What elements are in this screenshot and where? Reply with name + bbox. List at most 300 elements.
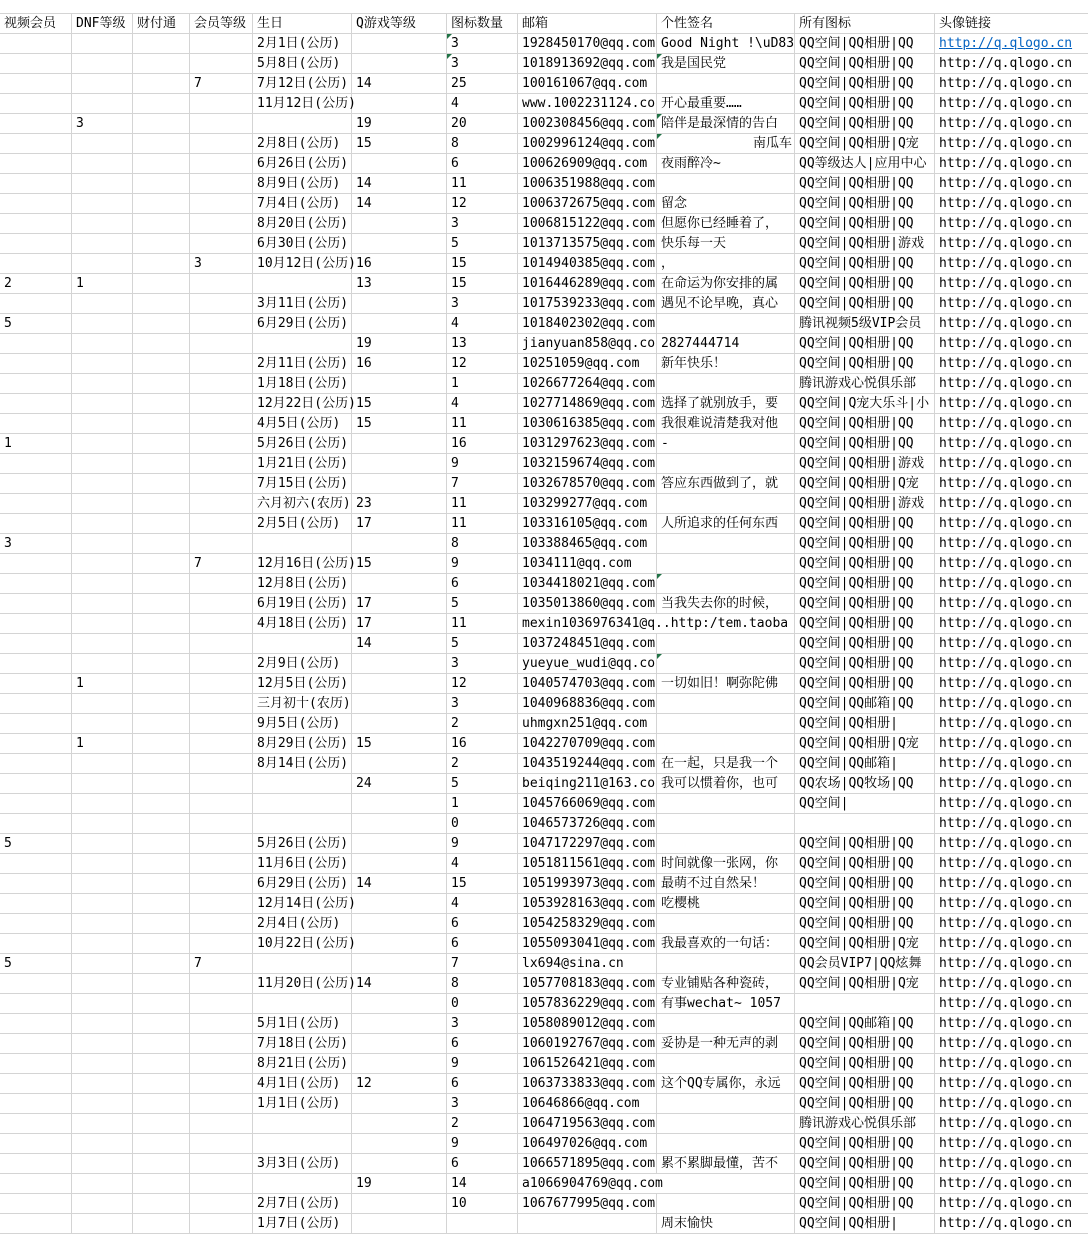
avatar-link[interactable]: http://q.qlogo.cn bbox=[939, 296, 1073, 311]
cell-qgame-level[interactable] bbox=[352, 894, 447, 914]
cell-tenpay[interactable] bbox=[133, 534, 190, 554]
cell-birthday[interactable] bbox=[253, 1174, 352, 1194]
cell-vip-level[interactable] bbox=[190, 114, 253, 134]
cell-icons[interactable] bbox=[795, 994, 935, 1014]
cell-icons[interactable] bbox=[795, 234, 935, 254]
cell-icons[interactable] bbox=[795, 794, 935, 814]
cell-vip-level[interactable] bbox=[190, 1174, 253, 1194]
cell-dnf-level[interactable] bbox=[72, 774, 133, 794]
avatar-link[interactable]: http://q.qlogo.cn bbox=[939, 836, 1073, 851]
cell-avatar-link[interactable] bbox=[935, 874, 1088, 894]
cell-birthday[interactable] bbox=[253, 594, 352, 614]
column-header-qgame-level[interactable] bbox=[352, 14, 447, 34]
avatar-link[interactable]: http://q.qlogo.cn bbox=[939, 556, 1073, 571]
cell-birthday[interactable] bbox=[253, 74, 352, 94]
cell-vip-level[interactable] bbox=[190, 774, 253, 794]
cell-email[interactable] bbox=[518, 914, 657, 934]
cell-avatar-link[interactable] bbox=[935, 814, 1088, 834]
cell-tenpay[interactable] bbox=[133, 314, 190, 334]
cell-video-vip[interactable] bbox=[0, 1034, 72, 1054]
cell-signature[interactable] bbox=[657, 514, 795, 534]
cell-video-vip[interactable] bbox=[0, 234, 72, 254]
cell-icon-count[interactable] bbox=[447, 1194, 518, 1214]
cell-avatar-link[interactable] bbox=[935, 474, 1088, 494]
cell-email[interactable] bbox=[518, 1214, 657, 1234]
cell-video-vip[interactable] bbox=[0, 874, 72, 894]
cell-dnf-level[interactable] bbox=[72, 1154, 133, 1174]
cell-icon-count[interactable] bbox=[447, 594, 518, 614]
cell-qgame-level[interactable] bbox=[352, 574, 447, 594]
cell-icons[interactable] bbox=[795, 354, 935, 374]
avatar-link[interactable]: http://q.qlogo.cn bbox=[939, 896, 1073, 911]
cell-email[interactable] bbox=[518, 114, 657, 134]
cell-qgame-level[interactable] bbox=[352, 334, 447, 354]
cell-video-vip[interactable] bbox=[0, 574, 72, 594]
cell-birthday[interactable] bbox=[253, 434, 352, 454]
cell-birthday[interactable] bbox=[253, 514, 352, 534]
cell-icon-count[interactable] bbox=[447, 254, 518, 274]
cell-avatar-link[interactable] bbox=[935, 234, 1088, 254]
cell-qgame-level[interactable] bbox=[352, 1094, 447, 1114]
cell-email[interactable] bbox=[518, 1074, 657, 1094]
cell-icon-count[interactable] bbox=[447, 174, 518, 194]
avatar-link[interactable]: http://q.qlogo.cn bbox=[939, 676, 1073, 691]
cell-icons[interactable] bbox=[795, 1034, 935, 1054]
cell-icon-count[interactable] bbox=[447, 1014, 518, 1034]
cell-vip-level[interactable] bbox=[190, 454, 253, 474]
avatar-link[interactable]: http://q.qlogo.cn bbox=[939, 956, 1073, 971]
cell-video-vip[interactable] bbox=[0, 1214, 72, 1234]
cell-signature[interactable] bbox=[657, 1214, 795, 1234]
cell-tenpay[interactable] bbox=[133, 494, 190, 514]
cell-vip-level[interactable] bbox=[190, 414, 253, 434]
cell-avatar-link[interactable] bbox=[935, 1114, 1088, 1134]
cell-icon-count[interactable] bbox=[447, 534, 518, 554]
cell-qgame-level[interactable] bbox=[352, 194, 447, 214]
cell-icons[interactable] bbox=[795, 1194, 935, 1214]
cell-birthday[interactable] bbox=[253, 974, 356, 994]
cell-vip-level[interactable] bbox=[190, 574, 253, 594]
cell-birthday[interactable] bbox=[253, 914, 352, 934]
cell-signature[interactable] bbox=[657, 114, 795, 134]
cell-tenpay[interactable] bbox=[133, 1214, 190, 1234]
cell-icons[interactable] bbox=[795, 374, 935, 394]
avatar-link[interactable]: http://q.qlogo.cn bbox=[939, 596, 1073, 611]
cell-birthday[interactable] bbox=[253, 374, 352, 394]
cell-dnf-level[interactable] bbox=[72, 34, 133, 54]
cell-dnf-level[interactable] bbox=[72, 394, 133, 414]
cell-tenpay[interactable] bbox=[133, 54, 190, 74]
cell-vip-level[interactable] bbox=[190, 1094, 253, 1114]
avatar-link[interactable]: http://q.qlogo.cn bbox=[939, 616, 1073, 631]
cell-icons[interactable] bbox=[795, 114, 935, 134]
cell-icons[interactable] bbox=[795, 1154, 935, 1174]
cell-signature[interactable] bbox=[657, 1074, 795, 1094]
cell-dnf-level[interactable] bbox=[72, 194, 133, 214]
cell-signature[interactable] bbox=[657, 254, 795, 274]
cell-vip-level[interactable] bbox=[190, 654, 253, 674]
cell-qgame-level[interactable] bbox=[352, 234, 447, 254]
cell-dnf-level[interactable] bbox=[72, 214, 133, 234]
cell-avatar-link[interactable] bbox=[935, 254, 1088, 274]
cell-video-vip[interactable] bbox=[0, 914, 72, 934]
cell-qgame-level[interactable] bbox=[352, 594, 447, 614]
cell-tenpay[interactable] bbox=[133, 454, 190, 474]
cell-icons[interactable] bbox=[795, 394, 935, 414]
cell-tenpay[interactable] bbox=[133, 414, 190, 434]
cell-birthday[interactable] bbox=[253, 754, 352, 774]
cell-avatar-link[interactable] bbox=[935, 354, 1088, 374]
cell-avatar-link[interactable] bbox=[935, 374, 1088, 394]
avatar-link[interactable]: http://q.qlogo.cn bbox=[939, 276, 1073, 291]
cell-icon-count[interactable] bbox=[447, 614, 518, 634]
avatar-link[interactable]: http://q.qlogo.cn bbox=[939, 1116, 1073, 1131]
cell-qgame-level[interactable] bbox=[352, 1134, 447, 1154]
cell-icon-count[interactable] bbox=[447, 834, 518, 854]
cell-email[interactable] bbox=[518, 494, 657, 514]
cell-icons[interactable] bbox=[795, 194, 935, 214]
avatar-link[interactable]: http://q.qlogo.cn bbox=[939, 996, 1073, 1011]
cell-birthday[interactable] bbox=[253, 614, 352, 634]
cell-icon-count[interactable] bbox=[447, 1094, 518, 1114]
cell-birthday[interactable] bbox=[253, 1074, 352, 1094]
cell-icon-count[interactable] bbox=[447, 814, 518, 834]
cell-tenpay[interactable] bbox=[133, 894, 190, 914]
cell-icon-count[interactable] bbox=[447, 894, 518, 914]
cell-avatar-link[interactable] bbox=[935, 294, 1088, 314]
cell-tenpay[interactable] bbox=[133, 334, 190, 354]
cell-icon-count[interactable] bbox=[447, 714, 518, 734]
cell-avatar-link[interactable] bbox=[935, 434, 1088, 454]
cell-tenpay[interactable] bbox=[133, 194, 190, 214]
avatar-link[interactable]: http://q.qlogo.cn bbox=[939, 316, 1073, 331]
cell-icon-count[interactable] bbox=[447, 134, 518, 154]
cell-signature[interactable] bbox=[657, 634, 795, 654]
cell-tenpay[interactable] bbox=[133, 154, 190, 174]
cell-vip-level[interactable] bbox=[190, 474, 253, 494]
cell-video-vip[interactable] bbox=[0, 194, 72, 214]
cell-icon-count[interactable] bbox=[447, 54, 518, 74]
cell-icons[interactable] bbox=[795, 74, 935, 94]
cell-signature[interactable] bbox=[657, 154, 795, 174]
cell-email[interactable] bbox=[518, 534, 657, 554]
cell-icons[interactable] bbox=[795, 814, 935, 834]
cell-avatar-link[interactable] bbox=[935, 74, 1088, 94]
cell-tenpay[interactable] bbox=[133, 1154, 190, 1174]
cell-icons[interactable] bbox=[795, 174, 935, 194]
cell-icon-count[interactable] bbox=[447, 974, 518, 994]
cell-signature[interactable] bbox=[657, 1174, 795, 1194]
avatar-link[interactable]: http://q.qlogo.cn bbox=[939, 216, 1073, 231]
avatar-link[interactable]: http://q.qlogo.cn bbox=[939, 1016, 1073, 1031]
cell-video-vip[interactable] bbox=[0, 834, 72, 854]
cell-video-vip[interactable] bbox=[0, 774, 72, 794]
cell-vip-level[interactable] bbox=[190, 174, 253, 194]
cell-birthday[interactable] bbox=[253, 674, 352, 694]
cell-icon-count[interactable] bbox=[447, 514, 518, 534]
cell-icons[interactable] bbox=[795, 434, 935, 454]
cell-tenpay[interactable] bbox=[133, 574, 190, 594]
cell-qgame-level[interactable] bbox=[352, 454, 447, 474]
cell-qgame-level[interactable] bbox=[352, 1014, 447, 1034]
cell-icon-count[interactable] bbox=[447, 1114, 518, 1134]
cell-birthday[interactable] bbox=[253, 1034, 352, 1054]
cell-birthday[interactable] bbox=[253, 394, 356, 414]
cell-icons[interactable] bbox=[795, 634, 935, 654]
column-header-birthday[interactable] bbox=[253, 14, 352, 34]
cell-signature[interactable] bbox=[657, 1154, 795, 1174]
cell-video-vip[interactable] bbox=[0, 534, 72, 554]
cell-vip-level[interactable] bbox=[190, 434, 253, 454]
cell-vip-level[interactable] bbox=[190, 954, 253, 974]
cell-avatar-link[interactable] bbox=[935, 214, 1088, 234]
cell-icon-count[interactable] bbox=[447, 754, 518, 774]
cell-avatar-link[interactable] bbox=[935, 694, 1088, 714]
cell-icon-count[interactable] bbox=[447, 454, 518, 474]
cell-email[interactable] bbox=[518, 1014, 657, 1034]
cell-email[interactable] bbox=[518, 94, 657, 114]
cell-icon-count[interactable] bbox=[447, 1134, 518, 1154]
cell-video-vip[interactable] bbox=[0, 754, 72, 774]
cell-avatar-link[interactable] bbox=[935, 1074, 1088, 1094]
cell-signature[interactable] bbox=[657, 754, 795, 774]
cell-tenpay[interactable] bbox=[133, 974, 190, 994]
cell-avatar-link[interactable] bbox=[935, 1014, 1088, 1034]
cell-video-vip[interactable] bbox=[0, 674, 72, 694]
cell-avatar-link[interactable] bbox=[935, 1174, 1088, 1194]
cell-icons[interactable] bbox=[795, 274, 935, 294]
cell-video-vip[interactable] bbox=[0, 1194, 72, 1214]
cell-email[interactable] bbox=[518, 334, 657, 354]
cell-signature[interactable] bbox=[657, 554, 795, 574]
cell-qgame-level[interactable] bbox=[352, 1054, 447, 1074]
cell-dnf-level[interactable] bbox=[72, 994, 133, 1014]
cell-email[interactable] bbox=[518, 814, 657, 834]
cell-birthday[interactable] bbox=[253, 54, 352, 74]
cell-qgame-level[interactable] bbox=[352, 1174, 447, 1194]
cell-vip-level[interactable] bbox=[190, 894, 253, 914]
cell-email[interactable] bbox=[518, 354, 657, 374]
cell-icons[interactable] bbox=[795, 254, 935, 274]
cell-birthday[interactable] bbox=[253, 474, 352, 494]
cell-avatar-link[interactable] bbox=[935, 494, 1088, 514]
cell-qgame-level[interactable] bbox=[352, 414, 447, 434]
avatar-link[interactable]: http://q.qlogo.cn bbox=[939, 1076, 1073, 1091]
cell-tenpay[interactable] bbox=[133, 1174, 190, 1194]
cell-signature[interactable] bbox=[657, 1034, 795, 1054]
cell-signature[interactable] bbox=[657, 974, 795, 994]
cell-avatar-link[interactable] bbox=[935, 974, 1088, 994]
cell-icon-count[interactable] bbox=[447, 954, 518, 974]
cell-icons[interactable] bbox=[795, 1134, 935, 1154]
cell-avatar-link[interactable] bbox=[935, 714, 1088, 734]
cell-dnf-level[interactable] bbox=[72, 494, 133, 514]
cell-icons[interactable] bbox=[795, 154, 935, 174]
cell-video-vip[interactable] bbox=[0, 614, 72, 634]
cell-tenpay[interactable] bbox=[133, 694, 190, 714]
cell-avatar-link[interactable] bbox=[935, 514, 1088, 534]
cell-icon-count[interactable] bbox=[447, 94, 518, 114]
cell-tenpay[interactable] bbox=[133, 914, 190, 934]
cell-icons[interactable] bbox=[795, 314, 935, 334]
cell-birthday[interactable] bbox=[253, 694, 352, 714]
avatar-link[interactable]: http://q.qlogo.cn bbox=[939, 1136, 1073, 1151]
cell-avatar-link[interactable] bbox=[935, 894, 1088, 914]
cell-tenpay[interactable] bbox=[133, 94, 190, 114]
cell-signature[interactable] bbox=[657, 74, 795, 94]
cell-vip-level[interactable] bbox=[190, 854, 253, 874]
column-header-icon-count[interactable] bbox=[447, 14, 518, 34]
cell-email[interactable] bbox=[518, 174, 657, 194]
cell-video-vip[interactable] bbox=[0, 374, 72, 394]
cell-tenpay[interactable] bbox=[133, 134, 190, 154]
avatar-link[interactable]: http://q.qlogo.cn bbox=[939, 196, 1073, 211]
cell-birthday[interactable] bbox=[253, 34, 352, 54]
cell-icons[interactable] bbox=[795, 574, 935, 594]
cell-qgame-level[interactable] bbox=[352, 754, 447, 774]
avatar-link[interactable]: http://q.qlogo.cn bbox=[939, 176, 1073, 191]
cell-email[interactable] bbox=[518, 34, 657, 54]
cell-qgame-level[interactable] bbox=[352, 1114, 447, 1134]
cell-signature[interactable] bbox=[657, 714, 795, 734]
cell-tenpay[interactable] bbox=[133, 794, 190, 814]
cell-dnf-level[interactable] bbox=[72, 1034, 133, 1054]
cell-video-vip[interactable] bbox=[0, 1014, 72, 1034]
cell-birthday[interactable] bbox=[253, 714, 352, 734]
cell-icon-count[interactable] bbox=[447, 734, 518, 754]
avatar-link[interactable]: http://q.qlogo.cn bbox=[939, 136, 1073, 151]
cell-video-vip[interactable] bbox=[0, 1154, 72, 1174]
cell-vip-level[interactable] bbox=[190, 754, 253, 774]
cell-signature[interactable] bbox=[657, 574, 795, 594]
cell-vip-level[interactable] bbox=[190, 974, 253, 994]
cell-qgame-level[interactable] bbox=[352, 854, 447, 874]
cell-signature[interactable] bbox=[657, 454, 795, 474]
cell-qgame-level[interactable] bbox=[352, 114, 447, 134]
cell-qgame-level[interactable] bbox=[352, 814, 447, 834]
cell-email[interactable] bbox=[518, 1194, 657, 1214]
cell-birthday[interactable] bbox=[253, 994, 352, 1014]
cell-video-vip[interactable] bbox=[0, 554, 72, 574]
cell-email[interactable] bbox=[518, 414, 657, 434]
cell-avatar-link[interactable] bbox=[935, 414, 1088, 434]
cell-dnf-level[interactable] bbox=[72, 474, 133, 494]
cell-icons[interactable] bbox=[795, 614, 935, 634]
cell-video-vip[interactable] bbox=[0, 294, 72, 314]
cell-signature[interactable] bbox=[657, 914, 795, 934]
cell-tenpay[interactable] bbox=[133, 1094, 190, 1114]
cell-vip-level[interactable] bbox=[190, 354, 253, 374]
cell-birthday[interactable] bbox=[253, 554, 356, 574]
cell-icons[interactable] bbox=[795, 1094, 935, 1114]
cell-icon-count[interactable] bbox=[447, 1154, 518, 1174]
avatar-link[interactable]: http://q.qlogo.cn bbox=[939, 356, 1073, 371]
cell-birthday[interactable] bbox=[253, 1134, 352, 1154]
avatar-link[interactable]: http://q.qlogo.cn bbox=[939, 496, 1073, 511]
cell-icons[interactable] bbox=[795, 1074, 935, 1094]
cell-birthday[interactable] bbox=[253, 274, 352, 294]
cell-icon-count[interactable] bbox=[447, 934, 518, 954]
column-header-email[interactable] bbox=[518, 14, 657, 34]
cell-video-vip[interactable] bbox=[0, 934, 72, 954]
cell-dnf-level[interactable] bbox=[72, 74, 133, 94]
avatar-link[interactable]: http://q.qlogo.cn bbox=[939, 336, 1073, 351]
cell-video-vip[interactable] bbox=[0, 254, 72, 274]
cell-icon-count[interactable] bbox=[447, 354, 518, 374]
cell-signature[interactable] bbox=[657, 474, 795, 494]
cell-icons[interactable] bbox=[795, 474, 935, 494]
cell-email[interactable] bbox=[518, 714, 657, 734]
cell-email[interactable] bbox=[518, 734, 657, 754]
column-header-video-vip[interactable] bbox=[0, 14, 72, 34]
cell-signature[interactable] bbox=[657, 834, 795, 854]
cell-dnf-level[interactable] bbox=[72, 1194, 133, 1214]
cell-birthday[interactable] bbox=[253, 94, 356, 114]
cell-vip-level[interactable] bbox=[190, 834, 253, 854]
cell-video-vip[interactable] bbox=[0, 214, 72, 234]
cell-qgame-level[interactable] bbox=[352, 1214, 447, 1234]
cell-avatar-link[interactable] bbox=[935, 134, 1088, 154]
cell-signature[interactable] bbox=[657, 194, 795, 214]
cell-qgame-level[interactable] bbox=[352, 74, 447, 94]
cell-signature[interactable] bbox=[657, 1054, 795, 1074]
cell-dnf-level[interactable] bbox=[72, 234, 133, 254]
cell-dnf-level[interactable] bbox=[72, 374, 133, 394]
cell-tenpay[interactable] bbox=[133, 614, 190, 634]
cell-signature[interactable] bbox=[657, 214, 795, 234]
cell-icons[interactable] bbox=[795, 1054, 935, 1074]
avatar-link[interactable]: http://q.qlogo.cn bbox=[939, 756, 1073, 771]
cell-icons[interactable] bbox=[795, 534, 935, 554]
cell-icons[interactable] bbox=[795, 334, 935, 354]
cell-tenpay[interactable] bbox=[133, 954, 190, 974]
cell-dnf-level[interactable] bbox=[72, 1214, 133, 1234]
cell-avatar-link[interactable] bbox=[935, 934, 1088, 954]
cell-email[interactable] bbox=[518, 1114, 657, 1134]
cell-avatar-link[interactable] bbox=[935, 554, 1088, 574]
cell-icons[interactable] bbox=[795, 554, 935, 574]
cell-signature[interactable] bbox=[657, 434, 795, 454]
cell-video-vip[interactable] bbox=[0, 1054, 72, 1074]
avatar-link[interactable]: http://q.qlogo.cn bbox=[939, 776, 1073, 791]
cell-signature[interactable] bbox=[657, 314, 795, 334]
cell-avatar-link[interactable] bbox=[935, 794, 1088, 814]
cell-icon-count[interactable] bbox=[447, 154, 518, 174]
cell-signature[interactable] bbox=[657, 1114, 795, 1134]
cell-tenpay[interactable] bbox=[133, 514, 190, 534]
cell-tenpay[interactable] bbox=[133, 754, 190, 774]
cell-tenpay[interactable] bbox=[133, 234, 190, 254]
cell-signature[interactable] bbox=[657, 934, 795, 954]
cell-video-vip[interactable] bbox=[0, 634, 72, 654]
cell-qgame-level[interactable] bbox=[352, 794, 447, 814]
cell-icons[interactable] bbox=[795, 34, 935, 54]
cell-icons[interactable] bbox=[795, 214, 935, 234]
cell-video-vip[interactable] bbox=[0, 94, 72, 114]
cell-tenpay[interactable] bbox=[133, 434, 190, 454]
cell-birthday[interactable] bbox=[253, 654, 352, 674]
cell-dnf-level[interactable] bbox=[72, 1174, 133, 1194]
cell-icons[interactable] bbox=[795, 594, 935, 614]
avatar-link[interactable]: http://q.qlogo.cn bbox=[939, 816, 1073, 831]
cell-email[interactable] bbox=[518, 834, 657, 854]
cell-email[interactable] bbox=[518, 614, 789, 634]
cell-dnf-level[interactable] bbox=[72, 314, 133, 334]
cell-signature[interactable] bbox=[657, 894, 795, 914]
cell-qgame-level[interactable] bbox=[352, 954, 447, 974]
cell-avatar-link[interactable] bbox=[935, 274, 1088, 294]
cell-qgame-level[interactable] bbox=[352, 274, 447, 294]
